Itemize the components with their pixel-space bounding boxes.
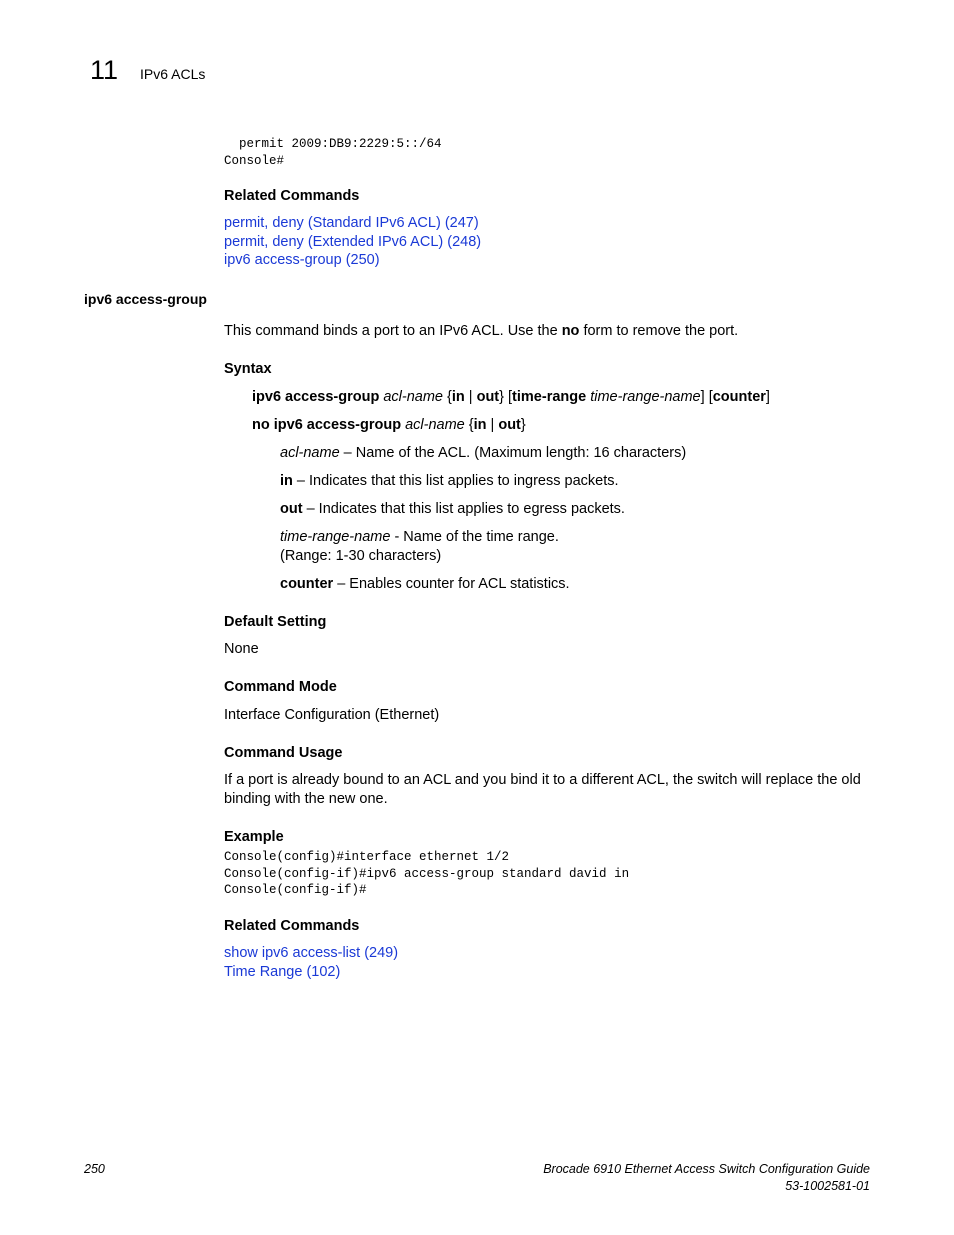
command-usage-line-2: binding with the new one. xyxy=(224,791,388,807)
syntax-time-range-arg: time-range-name xyxy=(590,389,701,405)
param-counter xyxy=(280,575,570,594)
code-line: Console(config-if)#ipv6 access-group standard david in xyxy=(224,866,630,881)
param-term: acl-name xyxy=(280,445,340,461)
default-setting-heading: Default Setting xyxy=(224,614,327,630)
command-usage-line-1: If a port is already bound to an ACL and you bind it to a different ACL, the switch will replace the old xyxy=(224,772,861,788)
chapter-number: 11 xyxy=(90,55,119,85)
syntax-brace: } xyxy=(520,417,526,433)
syntax-bracket: ] xyxy=(765,389,770,405)
page-number: 250 xyxy=(84,1162,105,1176)
param-term: in xyxy=(280,473,293,489)
related-commands-heading-2: Related Commands xyxy=(224,918,360,934)
syntax-brace: { xyxy=(468,417,474,433)
syntax-line-2 xyxy=(252,416,526,435)
guide-title: Brocade 6910 Ethernet Access Switch Configuration Guide xyxy=(543,1162,870,1176)
syntax-command: ipv6 access-group xyxy=(252,389,380,405)
description-keyword: no xyxy=(561,323,580,339)
top-code-block xyxy=(224,136,442,169)
link-permit-deny-extended[interactable]: permit, deny (Extended IPv6 ACL) (248) xyxy=(224,233,482,250)
syntax-bracket: [ xyxy=(508,389,513,405)
syntax-line-1 xyxy=(252,388,770,407)
chapter-title: IPv6 ACLs xyxy=(140,66,206,82)
syntax-brace: { xyxy=(447,389,452,405)
syntax-bracket: ] xyxy=(700,389,705,405)
code-line: Console# xyxy=(224,153,285,168)
syntax-heading: Syntax xyxy=(224,361,272,377)
syntax-no-command: no ipv6 access-group xyxy=(252,417,402,433)
link-ipv6-access-group[interactable]: ipv6 access-group (250) xyxy=(224,252,380,268)
syntax-counter: counter xyxy=(712,389,766,405)
param-desc: – Enables counter for ACL statistics. xyxy=(333,576,570,592)
syntax-separator: | xyxy=(486,417,499,433)
param-out xyxy=(280,500,625,519)
description-text-end: form to remove the port. xyxy=(579,323,739,339)
syntax-out: out xyxy=(498,417,521,433)
param-in xyxy=(280,472,619,491)
param-term: out xyxy=(280,501,303,517)
link-permit-deny-standard[interactable]: permit, deny (Standard IPv6 ACL) (247) xyxy=(224,215,479,231)
related-commands-list xyxy=(224,214,481,270)
param-term: time-range-name xyxy=(280,529,391,545)
section-title: ipv6 access-group xyxy=(84,291,207,307)
code-line: permit 2009:DB9:2229:5::/64 xyxy=(224,137,442,151)
syntax-separator: | xyxy=(464,389,477,405)
syntax-arg: acl-name xyxy=(405,417,465,433)
param-time-range-name xyxy=(280,528,559,566)
param-desc: – Indicates that this list applies to ingress packets. xyxy=(292,473,619,489)
code-line: Console(config-if)# xyxy=(224,883,367,897)
syntax-time-range: time-range xyxy=(512,389,587,405)
syntax-in: in xyxy=(451,389,465,405)
syntax-brace: } xyxy=(499,389,504,405)
syntax-arg: acl-name xyxy=(383,389,443,405)
link-show-ipv6-access-list[interactable]: show ipv6 access-list (249) xyxy=(224,945,399,961)
default-setting-value: None xyxy=(224,641,259,657)
command-usage-heading: Command Usage xyxy=(224,745,343,761)
related-commands-list-2 xyxy=(224,944,398,981)
param-term: counter xyxy=(280,576,334,592)
description xyxy=(224,322,738,341)
command-mode-heading: Command Mode xyxy=(224,679,337,695)
param-desc: – Indicates that this list applies to egress packets. xyxy=(302,501,625,517)
syntax-in: in xyxy=(473,417,487,433)
param-acl-name xyxy=(280,444,686,463)
syntax-bracket: [ xyxy=(708,389,713,405)
example-code-block xyxy=(224,849,629,899)
command-mode-value: Interface Configuration (Ethernet) xyxy=(224,707,440,723)
doc-number: 53-1002581-01 xyxy=(785,1179,870,1193)
param-desc-range: (Range: 1-30 characters) xyxy=(280,548,442,564)
syntax-out: out xyxy=(476,389,500,405)
link-time-range[interactable]: Time Range (102) xyxy=(224,963,341,980)
code-line: Console(config)#interface ethernet 1/2 xyxy=(224,850,510,864)
description-text: This command binds a port to an IPv6 ACL. Use the xyxy=(224,323,562,339)
param-desc: – Name of the ACL. (Maximum length: 16 characters) xyxy=(339,445,687,461)
related-commands-heading: Related Commands xyxy=(224,188,360,204)
example-heading: Example xyxy=(224,829,284,845)
param-desc: - Name of the time range. xyxy=(390,529,559,545)
